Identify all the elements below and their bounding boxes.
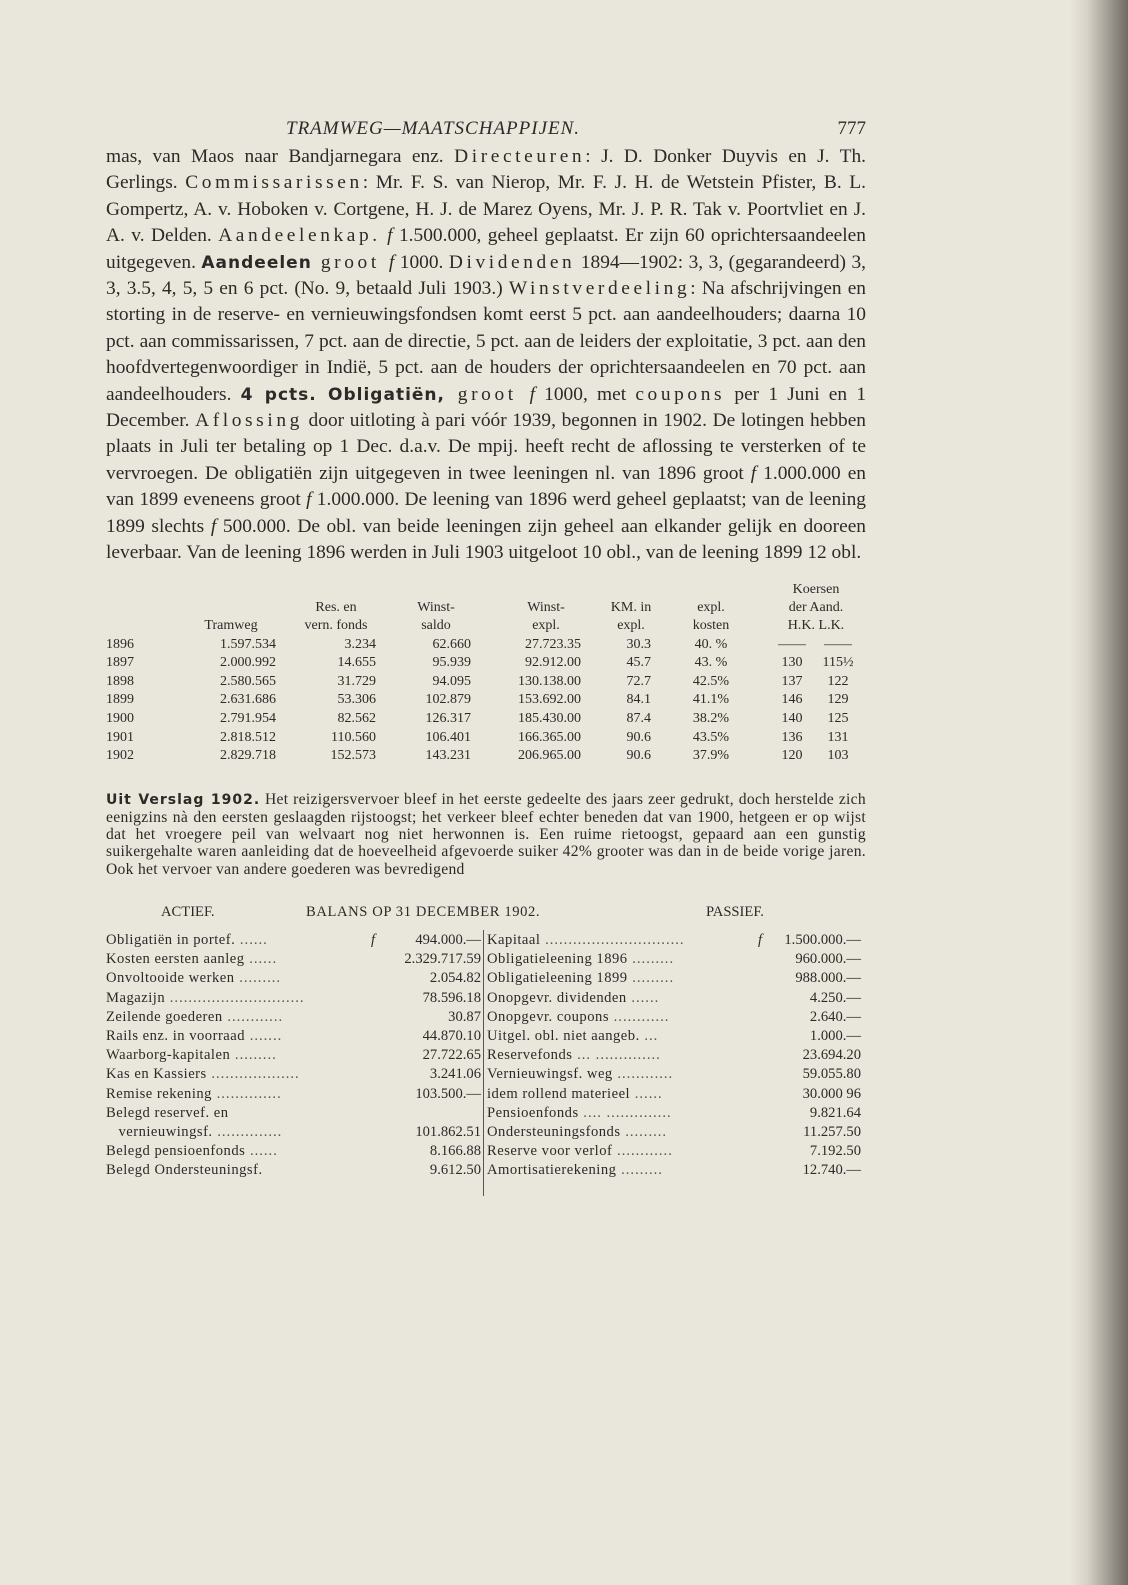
passief-label: Onopgevr. coupons xyxy=(487,1008,609,1025)
statistics-table xyxy=(106,581,866,781)
actief-row xyxy=(106,1161,263,1180)
table-cell-winst-expl: 166.365.00 xyxy=(518,729,581,745)
passief-amount: 4.250.— xyxy=(809,989,861,1006)
table-cell-year: 1900 xyxy=(106,710,134,726)
col-header-km-in: KM. in xyxy=(610,599,652,615)
passief-amount: 7.192.50 xyxy=(809,1143,861,1160)
passief-amount: 1.000.— xyxy=(809,1027,861,1044)
actief-amount: 44.870.10 xyxy=(422,1027,481,1044)
table-cell-hk: —— xyxy=(778,636,806,652)
florin-sign: f xyxy=(758,931,763,948)
table-cell-hk: 136 xyxy=(781,729,803,745)
text: : J. D. Donker Duyvis en J. Th. Gerlings. xyxy=(106,146,866,194)
dot-leader: ...... xyxy=(244,951,278,968)
col-header-km-expl: expl. xyxy=(617,617,645,633)
dot-leader: ......... xyxy=(627,951,675,968)
book-spine-edge xyxy=(1070,0,1128,1585)
table-cell-tramweg: 2.829.718 xyxy=(220,748,276,764)
table-cell-winst-saldo: 95.939 xyxy=(432,655,471,671)
passief-row xyxy=(487,1008,669,1027)
text: 1894—1902: 3, 3, (gegarandeerd) 3, 3, 3.5, 4, 5, 5 en 6 pct. (No. 9, betaald Juli 1903.) xyxy=(106,251,866,300)
table-cell-res: 14.655 xyxy=(337,655,376,671)
table-cell-tramweg: 2.791.954 xyxy=(220,710,276,726)
passief-row xyxy=(487,1104,672,1123)
passief-label: Onopgevr. dividenden xyxy=(487,989,627,1006)
table-cell-res: 82.562 xyxy=(337,710,376,726)
actief-amount: 8.166.88 xyxy=(429,1143,481,1160)
table-cell-tramweg: 2.818.512 xyxy=(220,729,276,745)
table-cell-winst-expl: 130.138.00 xyxy=(518,673,581,689)
dot-leader: .............. xyxy=(212,1123,283,1140)
passief-row xyxy=(487,1123,667,1142)
text: mas, van Maos naar Bandjarnegara enz. xyxy=(106,146,455,167)
table-cell-res: 53.306 xyxy=(337,692,376,708)
col-header-kosten-2: kosten xyxy=(692,617,730,633)
aflossing-label: Aflossing xyxy=(195,410,303,432)
table-cell-lk: 125 xyxy=(827,710,849,726)
actief-amount: 30.87 xyxy=(448,1008,481,1025)
col-header-koersen: Koersen xyxy=(792,581,840,597)
table-cell-lk: 103 xyxy=(827,748,849,764)
passief-row xyxy=(487,969,674,988)
text: 1000, met xyxy=(534,383,636,405)
table-cell-tramweg: 2.631.686 xyxy=(220,692,276,708)
table-cell-year: 1902 xyxy=(106,748,134,764)
table-cell-res: 152.573 xyxy=(330,748,376,764)
table-cell-km: 90.6 xyxy=(626,729,651,745)
company-description xyxy=(106,144,866,567)
table-cell-winst-expl: 185.430.00 xyxy=(518,710,581,726)
report-text: Het reizigersvervoer bleef in het eerste gedeelte des jaars zeer gedrukt, doch herstelde zich eenigzins nà den eersten geslaagden rijstoogst; het verkeer bleef echter beneden dat van 1900, hetgeen er op wijst dat het vroegere peil van welvaart nog niet herwonnen is. Een ruime rietoogst, gepaard aan een gunstig suikergehalte waren aanleiding dat de hoeveelheid afgevoerde suiker 42% grooter was dan in de beide vorige jaren. Ook het vervoer van andere goederen was bevredigend xyxy=(106,790,866,878)
florin-sign: f xyxy=(529,383,535,405)
aandeelenkap-label: Aandeelenkap. xyxy=(218,225,381,247)
balance-title: BALANS OP 31 DECEMBER 1902. xyxy=(306,903,541,920)
dot-leader: ............ xyxy=(222,1008,284,1025)
actief-amount: 103.500.— xyxy=(415,1085,481,1102)
dot-leader: ................... xyxy=(206,1066,300,1083)
table-cell-year: 1897 xyxy=(106,655,134,671)
running-title: TRAMWEG—MAATSCHAPPIJEN. xyxy=(286,118,581,139)
table-cell-lk: 115½ xyxy=(822,655,854,671)
table-cell-km: 72.7 xyxy=(626,673,651,689)
passief-amount: 59.055.80 xyxy=(802,1066,861,1083)
table-cell-km: 84.1 xyxy=(626,692,651,708)
passief-amount: 11.257.50 xyxy=(803,1123,861,1140)
passief-row xyxy=(487,931,685,950)
table-cell-hk: 120 xyxy=(781,748,803,764)
florin-sign: f xyxy=(388,251,395,273)
passief-amount: 30.000 96 xyxy=(802,1085,861,1102)
florin-sign: f xyxy=(750,462,757,484)
dot-leader: ... .............. xyxy=(572,1047,661,1064)
table-cell-hk: 137 xyxy=(781,673,803,689)
passief-label: Obligatieleening 1899 xyxy=(487,970,628,987)
text: per 1 Juni en 1 December. xyxy=(106,383,867,432)
running-header xyxy=(106,110,866,144)
table-cell-res: 31.729 xyxy=(337,673,376,689)
dot-leader: ............................. xyxy=(165,989,305,1006)
table-cell-winst-expl: 153.692.00 xyxy=(518,692,581,708)
dot-leader: ......... xyxy=(230,1047,277,1064)
passief-label: Reservefonds xyxy=(487,1047,573,1064)
passief-label: Ondersteuningsfonds xyxy=(487,1123,621,1140)
table-cell-kosten: 38.2% xyxy=(692,710,730,726)
table-cell-winst-saldo: 126.317 xyxy=(425,710,471,726)
col-header-tramweg: Tramweg xyxy=(204,617,258,633)
passief-row xyxy=(487,989,659,1008)
actief-label: Zeilende goederen xyxy=(106,1008,223,1025)
actief-row xyxy=(106,1027,282,1046)
text: 500.000. De obl. van beide leeningen zijn geheel aan elkander gelijk en dooreen leverbaar. Van de leening 1896 werden in Juli 1903 uitgeloot 10 obl., van de leening 1899 12 obl. xyxy=(106,515,866,564)
florin-sign: f xyxy=(306,489,312,511)
text: 1000. xyxy=(394,251,449,273)
table-cell-lk: 122 xyxy=(827,673,849,689)
dot-leader: ......... xyxy=(620,1123,668,1140)
table-cell-lk: 131 xyxy=(827,729,849,745)
text: 1.500.000, geheel geplaatst. Er zijn 60 oprichtersaandeelen uitgegeven. xyxy=(106,225,866,273)
actief-amount: 2.329.717.59 xyxy=(404,951,481,968)
passief-amount: 988.000.— xyxy=(795,970,861,987)
table-cell-winst-saldo: 94.095 xyxy=(432,673,471,689)
table-cell-year: 1901 xyxy=(106,729,134,745)
actief-label: Kas en Kassiers xyxy=(106,1066,207,1083)
actief-row xyxy=(106,1085,282,1104)
passief-amount: 12.740.— xyxy=(802,1162,861,1179)
actief-label: vernieuwingsf. xyxy=(106,1123,213,1140)
actief-row xyxy=(106,1104,229,1123)
balance-sheet xyxy=(106,904,866,1204)
table-cell-kosten: 43.5% xyxy=(692,729,730,745)
table-cell-km: 87.4 xyxy=(626,710,651,726)
table-cell-winst-expl: 206.965.00 xyxy=(518,748,581,764)
passief-row xyxy=(487,1046,661,1065)
table-cell-year: 1899 xyxy=(106,692,134,708)
table-cell-lk: —— xyxy=(824,636,852,652)
table-cell-kosten: 37.9% xyxy=(692,748,730,764)
actief-row xyxy=(106,1123,282,1142)
actief-row xyxy=(106,1142,278,1161)
report-excerpt xyxy=(106,791,866,878)
actief-label: Remise rekening xyxy=(106,1085,212,1102)
dot-leader: ...... xyxy=(626,989,660,1006)
dot-leader: ............ xyxy=(609,1008,670,1025)
passief-label: Kapitaal xyxy=(487,931,541,948)
col-header-kosten-1: expl. xyxy=(697,599,725,615)
florin-sign: f xyxy=(387,225,393,247)
text: : Mr. F. S. van Nierop, Mr. F. J. H. de Wetstein Pfister, B. L. Gompertz, A. v. Hoboken v. Cortgene, H. J. de Marez Oyens, Mr. J. P. R. Tak v. Poortvliet en J. A. v. Delden. xyxy=(106,172,866,247)
col-header-hk-lk: H.K. L.K. xyxy=(787,617,845,633)
text: groot xyxy=(311,251,389,273)
aandeelen-label: Aandeelen xyxy=(201,252,312,273)
commissarissen-label: Commissarissen xyxy=(185,172,363,194)
col-header-res-en: Res. en xyxy=(315,599,357,615)
passief-amount: 9.821.64 xyxy=(809,1104,861,1121)
table-cell-winst-expl: 27.723.35 xyxy=(525,636,581,652)
text: 1.000.000. De leening van 1896 werd geheel geplaatst; van de leening 1899 slechts xyxy=(106,489,867,537)
passief-amount: 2.640.— xyxy=(809,1008,861,1025)
table-cell-kosten: 40. % xyxy=(694,636,728,652)
table-cell-tramweg: 2.000.992 xyxy=(220,655,276,671)
table-cell-winst-saldo: 62.660 xyxy=(432,636,471,652)
winstverdeeling-label: Winstverdeeling xyxy=(508,278,691,300)
table-cell-winst-saldo: 106.401 xyxy=(425,729,471,745)
table-cell-km: 30.3 xyxy=(626,636,651,652)
table-cell-kosten: 41.1% xyxy=(692,692,730,708)
passief-label: Vernieuwingsf. weg xyxy=(487,1066,613,1083)
actief-amount: 78.596.18 xyxy=(422,989,481,1006)
directeuren-label: Directeuren xyxy=(454,146,586,167)
text: : Na afschrijvingen en storting in de reserve- en vernieuwingsfondsen komt eerst 5 pct. aan aandeelhouders; daarna 10 pct. aan commissarissen, 7 pct. aan de directie, 5 pct. aan de leiders der exploitatie, 3 pct. aan den hoofdvertegenwoordiger in Indië, 5 pct. aan de houders der oprichtersaandeelen en 70 pct. aan aandeelhouders. xyxy=(106,278,866,405)
actief-amount: 3.241.06 xyxy=(429,1066,481,1083)
actief-amount: 494.000.— xyxy=(415,931,481,948)
actief-label: Waarborg-kapitalen xyxy=(106,1047,231,1064)
florin-sign: f xyxy=(371,931,376,948)
actief-amount xyxy=(386,1104,481,1123)
actief-label: Belegd Ondersteuningsf. xyxy=(106,1162,263,1179)
text: 1.000.000 en van 1899 eveneens groot xyxy=(106,462,867,511)
table-cell-hk: 146 xyxy=(781,692,803,708)
actief-row xyxy=(106,1008,283,1027)
actief-amount: 101.862.51 xyxy=(415,1123,481,1140)
col-header-vern-fonds: vern. fonds xyxy=(304,617,368,633)
table-cell-res: 3.234 xyxy=(344,636,376,652)
passief-amount: 23.694.20 xyxy=(802,1047,861,1064)
dot-leader: ......... xyxy=(234,970,282,987)
coupons-label: coupons xyxy=(635,383,726,405)
table-cell-hk: 130 xyxy=(781,655,803,671)
passief-label: Pensioenfonds xyxy=(487,1104,579,1121)
table-cell-winst-expl: 92.912.00 xyxy=(525,655,581,671)
passief-label: Amortisatierekening xyxy=(487,1162,617,1179)
actief-label: Rails enz. in voorraad xyxy=(106,1027,246,1044)
passief-label: idem rollend materieel xyxy=(487,1085,631,1102)
actief-row xyxy=(106,1065,300,1084)
passief-row xyxy=(487,950,674,969)
passief-row xyxy=(487,1085,663,1104)
actief-amount: 9.612.50 xyxy=(429,1162,481,1179)
table-cell-lk: 129 xyxy=(827,692,849,708)
dot-leader: ............ xyxy=(612,1066,674,1083)
actief-label: Kosten eersten aanleg xyxy=(106,951,245,968)
actief-row xyxy=(106,931,268,950)
text: door uitloting à pari vóór 1939, begonnen in 1902. De lotingen hebben plaats in Juli ter betaling op 1 Dec. d.a.v. De mpij. heeft recht de aflossing te versterken of te vervroegen. De obligatiën zijn uitgegeven in twee leeningen nl. van 1896 groot xyxy=(106,410,867,484)
table-cell-hk: 140 xyxy=(781,710,803,726)
dot-leader: .............. xyxy=(211,1085,282,1102)
col-header-der-aand: der Aand. xyxy=(788,599,844,615)
table-cell-kosten: 42.5% xyxy=(692,673,730,689)
dot-leader: ... xyxy=(639,1027,659,1044)
actief-label: Magazijn xyxy=(106,989,166,1006)
passief-amount: 960.000.— xyxy=(795,951,861,968)
table-cell-km: 90.6 xyxy=(626,748,651,764)
col-header-winst-expl-1: Winst- xyxy=(527,599,565,615)
col-header-winst-saldo-1: Winst- xyxy=(417,599,455,615)
obligatien-label: 4 pcts. Obligatiën, xyxy=(240,384,445,405)
actief-label: Belegd pensioenfonds xyxy=(106,1143,246,1160)
dot-leader: ...... xyxy=(245,1143,278,1160)
table-cell-kosten: 43. % xyxy=(694,655,728,671)
table-cell-winst-saldo: 102.879 xyxy=(425,692,471,708)
table-cell-res: 110.560 xyxy=(331,729,376,745)
dot-leader: ....... xyxy=(245,1027,283,1044)
table-cell-year: 1896 xyxy=(106,636,134,652)
dividenden-label: Dividenden xyxy=(448,251,576,273)
passief-row xyxy=(487,1142,673,1161)
actief-row xyxy=(106,950,277,969)
dot-leader: ...... xyxy=(235,931,268,948)
passief-row xyxy=(487,1065,673,1084)
actief-label: Obligatiën in portef. xyxy=(106,931,236,948)
page xyxy=(106,110,866,1204)
passief-label: Reserve voor verlof xyxy=(487,1143,613,1160)
dot-leader: .... .............. xyxy=(578,1104,672,1121)
text: groot xyxy=(444,383,530,405)
passief-label: Uitgel. obl. niet aangeb. xyxy=(487,1027,640,1044)
dot-leader: ............ xyxy=(612,1143,673,1160)
dot-leader: .............................. xyxy=(540,931,685,948)
passief-heading: PASSIEF. xyxy=(706,903,764,920)
passief-amount: 1.500.000.— xyxy=(784,931,861,948)
actief-label: Onvoltooide werken xyxy=(106,970,235,987)
actief-heading: ACTIEF. xyxy=(161,903,215,920)
dot-leader: ......... xyxy=(627,970,675,987)
dot-leader: ...... xyxy=(630,1085,663,1102)
actief-row xyxy=(106,969,281,988)
actief-amount: 27.722.65 xyxy=(422,1047,481,1064)
actief-row xyxy=(106,989,305,1008)
col-header-winst-expl-2: expl. xyxy=(532,617,560,633)
actief-row xyxy=(106,1046,277,1065)
table-cell-km: 45.7 xyxy=(626,655,651,671)
passief-row xyxy=(487,1161,663,1180)
table-cell-tramweg: 1.597.534 xyxy=(220,636,276,652)
actief-amount: 2.054.82 xyxy=(429,970,481,987)
report-label: Uit Verslag 1902. xyxy=(106,791,261,808)
passief-row xyxy=(487,1027,658,1046)
col-header-winst-saldo-2: saldo xyxy=(421,617,451,633)
actief-label: Belegd reservef. en xyxy=(106,1104,229,1121)
passief-label: Obligatieleening 1896 xyxy=(487,951,628,968)
table-cell-year: 1898 xyxy=(106,673,134,689)
dot-leader: ......... xyxy=(616,1162,663,1179)
table-cell-tramweg: 2.580.565 xyxy=(220,673,276,689)
page-number: 777 xyxy=(837,118,866,139)
florin-sign: f xyxy=(210,515,217,537)
column-divider xyxy=(483,930,484,1196)
table-cell-winst-saldo: 143.231 xyxy=(425,748,471,764)
